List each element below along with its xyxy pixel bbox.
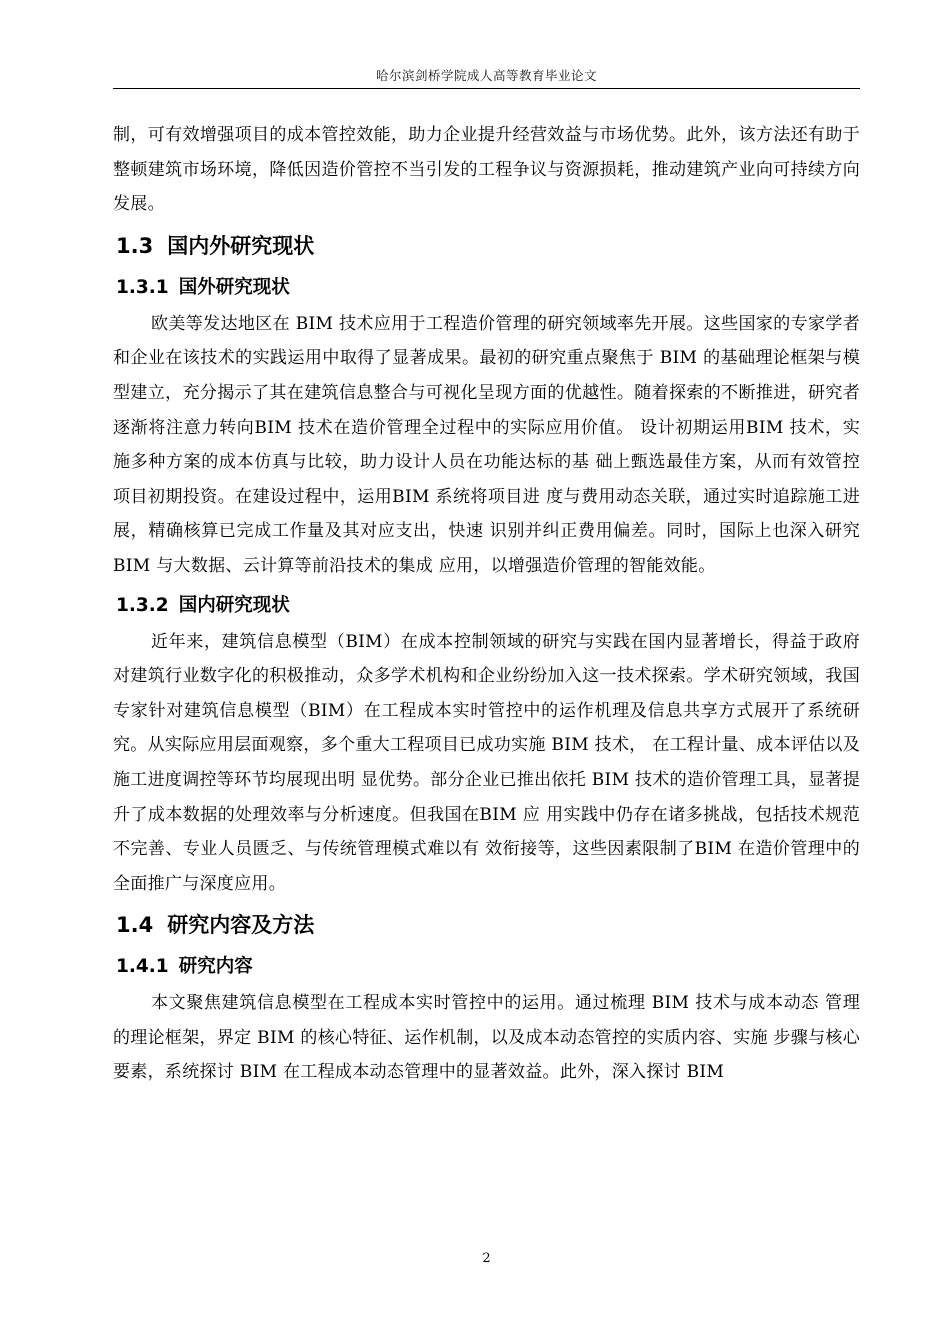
section-number: 1.4 <box>116 913 154 938</box>
subsection-heading-1-3-2 <box>113 584 860 625</box>
subsection-title: 国内研究现状 <box>178 594 290 616</box>
header-rule <box>113 88 860 89</box>
page-number: 2 <box>482 1251 491 1266</box>
section-heading-1-4 <box>113 901 860 945</box>
subsection-number: 1.3.1 <box>116 276 169 298</box>
paragraph-continued: 制，可有效增强项目的成本管控效能，助力企业提升经营效益与市场优势。此外，该方法还有助于整顿建筑市场环境，降低因造价管控不当引发的工程争议与资源损耗，推动建筑产业向可持续方向发展。 <box>113 125 860 215</box>
paragraph-research-content: 本文聚焦建筑信息模型在工程成本实时管控中的运用。通过梳理 BIM 技术与成本动态 管理的理论框架，界定 BIM 的核心特征、运作机制，以及成本动态管控的实质内容、实施 步骤与核心要素，系统探讨 BIM 在工程成本动态管理中的显著效益。此外，深入探讨 BIM <box>113 993 860 1083</box>
section-title: 国内外研究现状 <box>167 233 315 258</box>
subsection-number: 1.3.2 <box>116 594 169 616</box>
paragraph-domestic-research: 近年来，建筑信息模型（BIM）在成本控制领域的研究与实践在国内显著增长，得益于政府对建筑行业数字化的积极推动，众多学术机构和企业纷纷加入这一技术探索。学术研究领域，我国专家针对建筑信息模型（BIM）在工程成本实时管控中的运作机理及信息共享方式展开了系统研究。从实际应用层面观察，多个重大工程项目已成功实施 BIM 技术， 在工程计量、成本评估以及施工进度调控等环节均展现出明 显优势。部分企业已推出依托 BIM 技术的造价管理工具，显著提升了成本数据的处理效率与分析速度。但我国在BIM 应 用实践中仍存在诸多挑战，包括技术规范不完善、专业人员匮乏、与传统管理模式难以有 效衔接等，这些因素限制了BIM 在造价管理中的全面推广与深度应用。 <box>113 631 860 894</box>
subsection-heading-1-3-1 <box>113 266 860 307</box>
running-header: 哈尔滨剑桥学院成人高等教育毕业论文 <box>375 68 597 83</box>
page-body <box>113 118 860 1090</box>
subsection-number: 1.4.1 <box>116 956 169 978</box>
section-title: 研究内容及方法 <box>167 913 315 938</box>
section-heading-1-3 <box>113 222 860 266</box>
section-number: 1.3 <box>116 233 154 258</box>
subsection-title: 研究内容 <box>178 956 253 978</box>
subsection-heading-1-4-1 <box>113 945 860 986</box>
subsection-title: 国外研究现状 <box>178 276 290 298</box>
paragraph-foreign-research: 欧美等发达地区在 BIM 技术应用于工程造价管理的研究领域率先开展。这些国家的专家学者和企业在该技术的实践运用中取得了显著成果。最初的研究重点聚焦于 BIM 的基础理论框架与模型建立，充分揭示了其在建筑信息整合与可视化呈现方面的优越性。随着探索的不断推进，研究者逐渐将注意力转向BIM 技术在造价管理全过程中的实际应用价值。 设计初期运用BIM 技术，实施多种方案的成本仿真与比较，助力设计人员在功能达标的基 础上甄选最佳方案，从而有效管控项目初期投资。在建设过程中，运用BIM 系统将项目进 度与费用动态关联，通过实时追踪施工进展，精确核算已完成工作量及其对应支出，快速 识别并纠正费用偏差。同时，国际上也深入研究 BIM 与大数据、云计算等前沿技术的集成 应用，以增强造价管理的智能效能。 <box>113 313 860 576</box>
